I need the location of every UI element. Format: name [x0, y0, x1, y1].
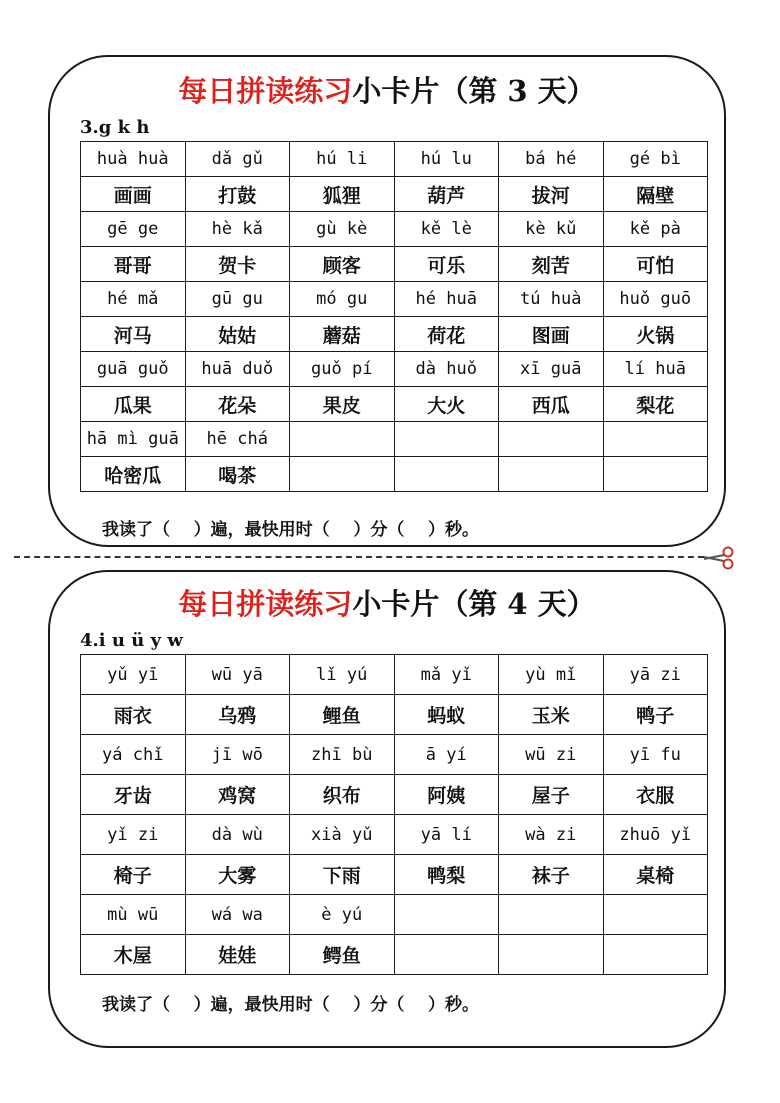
- pinyin-row: [81, 815, 708, 855]
- pinyin-cell: xī guā: [499, 352, 604, 387]
- reading-record: 我读了（ ）遍，最快用时（ ）分（ ）秒。: [102, 995, 480, 1015]
- hanzi-row: [81, 247, 708, 282]
- hanzi-cell: 拔河: [499, 177, 604, 212]
- hanzi-cell: 雨衣: [81, 695, 186, 735]
- pinyin-cell: gū gu: [185, 282, 290, 317]
- hanzi-row: [81, 855, 708, 895]
- pinyin-cell: kè kǔ: [499, 212, 604, 247]
- hanzi-cell: 阿姨: [394, 775, 499, 815]
- pinyin-cell: hú li: [290, 142, 395, 177]
- pinyin-row: [81, 142, 708, 177]
- pinyin-cell: [499, 895, 604, 935]
- pinyin-cell: huǒ guō: [603, 282, 708, 317]
- reading-record: 我读了（ ）遍，最快用时（ ）分（ ）秒。: [102, 520, 480, 540]
- hanzi-cell: 刻苦: [499, 247, 604, 282]
- hanzi-cell: 火锅: [603, 317, 708, 352]
- pinyin-cell: [499, 422, 604, 457]
- hanzi-cell: 鲤鱼: [290, 695, 395, 735]
- hanzi-cell: 木屋: [81, 935, 186, 975]
- pinyin-cell: hè kǎ: [185, 212, 290, 247]
- hanzi-cell: 蚂蚁: [394, 695, 499, 735]
- hanzi-cell: 衣服: [603, 775, 708, 815]
- pinyin-cell: [394, 895, 499, 935]
- pinyin-cell: jī wō: [185, 735, 290, 775]
- hanzi-cell: [394, 457, 499, 492]
- pinyin-cell: lí huā: [603, 352, 708, 387]
- pinyin-cell: hē chá: [185, 422, 290, 457]
- hanzi-cell: 果皮: [290, 387, 395, 422]
- hanzi-cell: 织布: [290, 775, 395, 815]
- section-label: 3.g k h: [80, 117, 150, 138]
- hanzi-cell: 乌鸦: [185, 695, 290, 735]
- hanzi-cell: 喝茶: [185, 457, 290, 492]
- pinyin-row: [81, 282, 708, 317]
- hanzi-cell: 娃娃: [185, 935, 290, 975]
- hanzi-row: [81, 387, 708, 422]
- pinyin-cell: bá hé: [499, 142, 604, 177]
- pinyin-grid: [80, 654, 708, 975]
- pinyin-cell: kě pà: [603, 212, 708, 247]
- hanzi-cell: 椅子: [81, 855, 186, 895]
- title-black-part: 小卡片（第 3 天）: [352, 74, 596, 108]
- hanzi-row: [81, 457, 708, 492]
- title-black-part: 小卡片（第 4 天）: [352, 587, 596, 621]
- pinyin-cell: hā mì guā: [81, 422, 186, 457]
- pinyin-cell: zhī bù: [290, 735, 395, 775]
- pinyin-cell: gù kè: [290, 212, 395, 247]
- pinyin-cell: [603, 895, 708, 935]
- hanzi-cell: 图画: [499, 317, 604, 352]
- hanzi-cell: 狐狸: [290, 177, 395, 212]
- hanzi-cell: 荷花: [394, 317, 499, 352]
- pinyin-cell: [290, 422, 395, 457]
- hanzi-cell: 可乐: [394, 247, 499, 282]
- pinyin-cell: [394, 422, 499, 457]
- pinyin-cell: dà wù: [185, 815, 290, 855]
- pinyin-cell: zhuō yǐ: [603, 815, 708, 855]
- hanzi-cell: 袜子: [499, 855, 604, 895]
- pinyin-row: [81, 212, 708, 247]
- hanzi-cell: 花朵: [185, 387, 290, 422]
- hanzi-cell: 河马: [81, 317, 186, 352]
- section-label: 4.i u ü y w: [80, 630, 183, 651]
- pinyin-row: [81, 895, 708, 935]
- pinyin-cell: è yú: [290, 895, 395, 935]
- hanzi-cell: 哥哥: [81, 247, 186, 282]
- hanzi-cell: 葫芦: [394, 177, 499, 212]
- hanzi-cell: 鸡窝: [185, 775, 290, 815]
- hanzi-cell: [499, 935, 604, 975]
- pinyin-cell: wá wa: [185, 895, 290, 935]
- pinyin-cell: huā duǒ: [185, 352, 290, 387]
- scissors-icon: [702, 546, 738, 570]
- title-red-part: 每日拼读练习: [178, 587, 353, 621]
- pinyin-row: [81, 422, 708, 457]
- pinyin-cell: wū yā: [185, 655, 290, 695]
- card-day-4: [48, 570, 726, 1048]
- pinyin-cell: lǐ yú: [290, 655, 395, 695]
- pinyin-cell: hé huā: [394, 282, 499, 317]
- hanzi-cell: [603, 457, 708, 492]
- hanzi-cell: 蘑菇: [290, 317, 395, 352]
- pinyin-cell: dǎ gǔ: [185, 142, 290, 177]
- card-day-3: [48, 55, 726, 547]
- hanzi-cell: 顾客: [290, 247, 395, 282]
- pinyin-row: [81, 735, 708, 775]
- hanzi-row: [81, 177, 708, 212]
- hanzi-cell: 牙齿: [81, 775, 186, 815]
- hanzi-row: [81, 317, 708, 352]
- pinyin-cell: [603, 422, 708, 457]
- pinyin-cell: tú huà: [499, 282, 604, 317]
- hanzi-cell: 姑姑: [185, 317, 290, 352]
- hanzi-cell: 可怕: [603, 247, 708, 282]
- card-title: [50, 582, 724, 623]
- hanzi-row: [81, 775, 708, 815]
- pinyin-grid: [80, 141, 708, 492]
- pinyin-cell: yǐ zi: [81, 815, 186, 855]
- hanzi-cell: [290, 457, 395, 492]
- hanzi-cell: 桌椅: [603, 855, 708, 895]
- pinyin-cell: guǒ pí: [290, 352, 395, 387]
- pinyin-cell: yā zi: [603, 655, 708, 695]
- pinyin-cell: mó gu: [290, 282, 395, 317]
- pinyin-cell: wū zi: [499, 735, 604, 775]
- hanzi-cell: [499, 457, 604, 492]
- hanzi-cell: 哈密瓜: [81, 457, 186, 492]
- pinyin-cell: yù mǐ: [499, 655, 604, 695]
- hanzi-cell: 玉米: [499, 695, 604, 735]
- pinyin-cell: huà huà: [81, 142, 186, 177]
- pinyin-cell: yī fu: [603, 735, 708, 775]
- pinyin-cell: kě lè: [394, 212, 499, 247]
- hanzi-cell: 大雾: [185, 855, 290, 895]
- pinyin-cell: yǔ yī: [81, 655, 186, 695]
- pinyin-cell: hé mǎ: [81, 282, 186, 317]
- hanzi-cell: 隔壁: [603, 177, 708, 212]
- pinyin-cell: ā yí: [394, 735, 499, 775]
- hanzi-cell: 打鼓: [185, 177, 290, 212]
- pinyin-cell: mǎ yǐ: [394, 655, 499, 695]
- pinyin-cell: gé bì: [603, 142, 708, 177]
- pinyin-cell: dà huǒ: [394, 352, 499, 387]
- hanzi-cell: 西瓜: [499, 387, 604, 422]
- pinyin-row: [81, 655, 708, 695]
- pinyin-row: [81, 352, 708, 387]
- hanzi-cell: 画画: [81, 177, 186, 212]
- hanzi-cell: 瓜果: [81, 387, 186, 422]
- hanzi-cell: 鸭子: [603, 695, 708, 735]
- hanzi-cell: 鳄鱼: [290, 935, 395, 975]
- pinyin-cell: hú lu: [394, 142, 499, 177]
- hanzi-cell: 屋子: [499, 775, 604, 815]
- hanzi-cell: [603, 935, 708, 975]
- hanzi-cell: 鸭梨: [394, 855, 499, 895]
- pinyin-cell: yá chǐ: [81, 735, 186, 775]
- hanzi-cell: 下雨: [290, 855, 395, 895]
- hanzi-cell: [394, 935, 499, 975]
- pinyin-cell: xià yǔ: [290, 815, 395, 855]
- cut-line: [14, 556, 704, 558]
- pinyin-cell: mù wū: [81, 895, 186, 935]
- card-title: [50, 69, 724, 110]
- hanzi-row: [81, 695, 708, 735]
- pinyin-cell: wà zi: [499, 815, 604, 855]
- hanzi-cell: 大火: [394, 387, 499, 422]
- title-red-part: 每日拼读练习: [178, 74, 353, 108]
- pinyin-cell: yā lí: [394, 815, 499, 855]
- pinyin-cell: gē ge: [81, 212, 186, 247]
- hanzi-cell: 贺卡: [185, 247, 290, 282]
- hanzi-row: [81, 935, 708, 975]
- pinyin-cell: guā guǒ: [81, 352, 186, 387]
- hanzi-cell: 梨花: [603, 387, 708, 422]
